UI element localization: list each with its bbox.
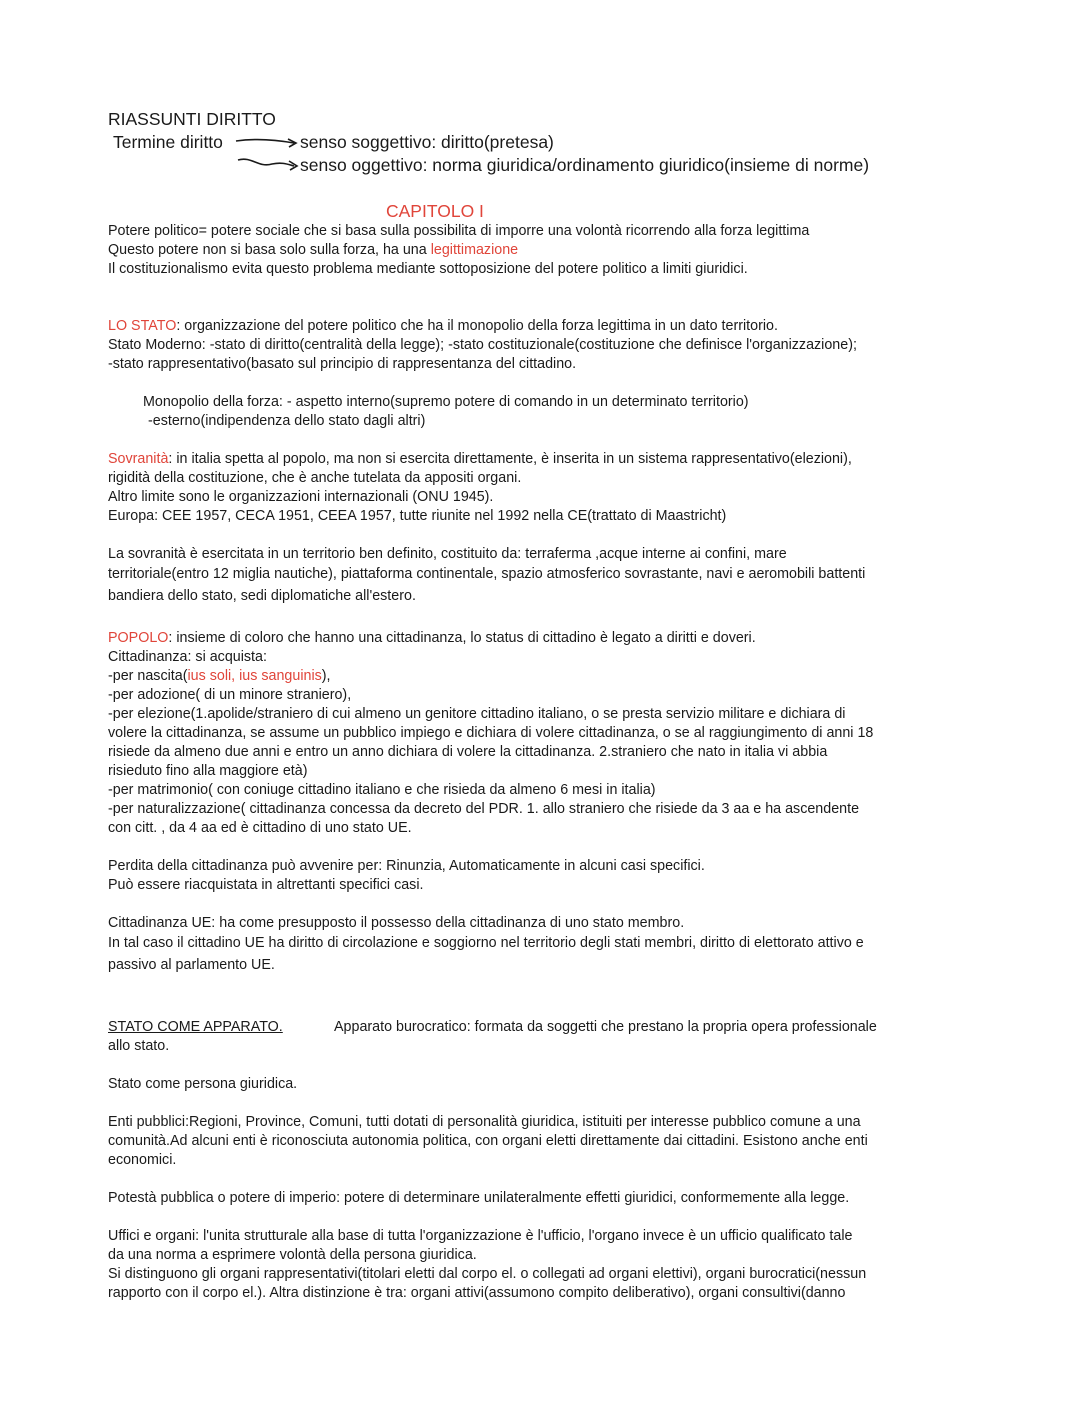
paragraph-line: -esterno(indipendenza dello stato dagli altri) — [148, 413, 426, 429]
paragraph-line — [108, 450, 978, 469]
text-span: Questo potere non si basa solo sulla forza, ha una — [108, 242, 431, 258]
paragraph-line: bandiera dello stato, sedi diplomatiche all'estero. — [108, 588, 416, 604]
paragraph-line: Cittadinanza: si acquista: — [108, 649, 267, 665]
paragraph-line: Enti pubblici:Regioni, Province, Comuni, tutti dotati di personalità giuridica, istituiti per interesse pubblico comune a una — [108, 1114, 861, 1130]
paragraph-line: Potestà pubblica o potere di imperio: potere di determinare unilateralmente effetti giuridici, conformemente alla legge. — [108, 1190, 850, 1206]
highlight-term: ius soli, ius sanguinis — [187, 668, 322, 684]
sense-subjective: senso soggettivo: diritto(pretesa) — [300, 132, 554, 152]
paragraph-line — [108, 317, 978, 336]
paragraph-line: In tal caso il cittadino UE ha diritto di circolazione e soggiorno nel territorio degli stati membri, diritto di elettorato attivo e — [108, 935, 864, 951]
paragraph-line: Potere politico= potere sociale che si basa sulla possibilita di imporre una volontà ricorrendo alla forza legittima — [108, 223, 810, 239]
paragraph-line: risieduto fino alla maggiore età) — [108, 763, 308, 779]
paragraph-line: risiede da almeno due anni e entro un anno dichiara di volere la cittadinanza. 2.straniero che nato in italia vi abbia — [108, 744, 828, 760]
paragraph-line: La sovranità è esercitata in un territorio ben definito, costituito da: terraferma ,acque interne ai confini, mare — [108, 546, 787, 562]
sense-objective: senso oggettivo: norma giuridica/ordinamento giuridico(insieme di norme) — [300, 155, 870, 175]
paragraph-line: Apparato burocratico: formata da soggetti che prestano la propria opera professionale — [334, 1019, 877, 1035]
paragraph-line — [108, 1018, 318, 1037]
text-span: -per nascita( — [108, 668, 188, 684]
paragraph-line: Stato come persona giuridica. — [108, 1076, 298, 1092]
paragraph-line: rigidità della costituzione, che è anche tutelata da appositi organi. — [108, 470, 522, 486]
paragraph-line: Altro limite sono le organizzazioni internazionali (ONU 1945). — [108, 489, 494, 505]
paragraph-line: Cittadinanza UE: ha come presupposto il possesso della cittadinanza di uno stato membro. — [108, 915, 685, 931]
paragraph-line: rapporto con il corpo el.). Altra distinzione è tra: organi attivi(assumono compito deliberativo), organi consultivi(danno — [108, 1285, 846, 1301]
paragraph-line — [108, 241, 978, 260]
document-title: RIASSUNTI DIRITTO — [108, 109, 276, 129]
paragraph-line: -per naturalizzazione( cittadinanza concessa da decreto del PDR. 1. allo straniero che risiede da 3 aa e ha ascendente — [108, 801, 860, 817]
text-span: : insieme di coloro che hanno una cittadinanza, lo status di cittadino è legato a diritti e doveri. — [168, 630, 756, 646]
paragraph-line: -stato rappresentativo(basato sul principio di rappresentanza del cittadino. — [108, 356, 577, 372]
paragraph-line: -per elezione(1.apolide/straniero di cui almeno un genitore cittadino italiano, o se presta servizio militare e dichiara di — [108, 706, 846, 722]
branch-arrows-icon — [232, 134, 304, 178]
paragraph-line: Perdita della cittadinanza può avvenire per: Rinunzia, Automaticamente in alcuni casi specifici. — [108, 858, 705, 874]
section-label: STATO COME APPARATO. — [108, 1019, 283, 1035]
highlight-term: legittimazione — [430, 242, 519, 258]
paragraph-line: con citt. , da 4 aa ed è cittadino di uno stato UE. — [108, 820, 412, 836]
paragraph-line: Si distinguono gli organi rappresentativi(titolari eletti dal corpo el. o collegati ad organi elettivi), organi burocratici(nessun — [108, 1266, 867, 1282]
paragraph-line: Europa: CEE 1957, CECA 1951, CEEA 1957, tutte riunite nel 1992 nella CE(trattato di Maastricht) — [108, 508, 727, 524]
text-span: : in italia spetta al popolo, ma non si esercita direttamente, è inserita in un sistema rappresentativo(elezioni), — [168, 451, 852, 467]
paragraph-line: passivo al parlamento UE. — [108, 957, 275, 973]
paragraph-line: Uffici e organi: l'unita strutturale alla base di tutta l'organizzazione è l'ufficio, l'organo invece è un ufficio qualificato tale — [108, 1228, 853, 1244]
paragraph-line: comunità.Ad alcuni enti è riconosciuta autonomia politica, con organi eletti direttamente dai cittadini. Esistono anche enti — [108, 1133, 868, 1149]
paragraph-line — [108, 667, 978, 686]
paragraph-line: -per adozione( di un minore straniero), — [108, 687, 352, 703]
paragraph-line: allo stato. — [108, 1038, 170, 1054]
paragraph-line: Può essere riacquistata in altrettanti specifici casi. — [108, 877, 424, 893]
paragraph-line — [108, 629, 978, 648]
term-label: Termine diritto — [113, 132, 223, 152]
paragraph-line: Monopolio della forza: - aspetto interno(supremo potere di comando in un determinato territorio) — [143, 394, 749, 410]
paragraph-line: da una norma a esprimere volontà della persona giuridica. — [108, 1247, 477, 1263]
paragraph-line: -per matrimonio( con coniuge cittadino italiano e che risieda da almeno 6 mesi in italia) — [108, 782, 656, 798]
section-label: POPOLO — [108, 630, 169, 646]
paragraph-line: economici. — [108, 1152, 177, 1168]
chapter-heading: CAPITOLO I — [386, 201, 484, 221]
section-label: Sovranità — [108, 451, 169, 467]
paragraph-line: territoriale(entro 12 miglia nautiche), piattaforma continentale, spazio atmosferico sovrastante, navi e aeromobili battenti — [108, 566, 866, 582]
text-span: ), — [321, 668, 331, 684]
paragraph-line: Il costituzionalismo evita questo problema mediante sottoposizione del potere politico a limiti giuridici. — [108, 261, 748, 277]
paragraph-line: volere la cittadinanza, se assume un pubblico impiego e dichiara di volere cittadinanza, o se al raggiungimento di anni 18 — [108, 725, 874, 741]
paragraph-line: Stato Moderno: -stato di diritto(centralità della legge); -stato costituzionale(costituzione che definisce l'organizzazione); — [108, 337, 857, 353]
section-label: LO STATO — [108, 318, 177, 334]
text-span: : organizzazione del potere politico che ha il monopolio della forza legittima in un dato territorio. — [176, 318, 778, 334]
